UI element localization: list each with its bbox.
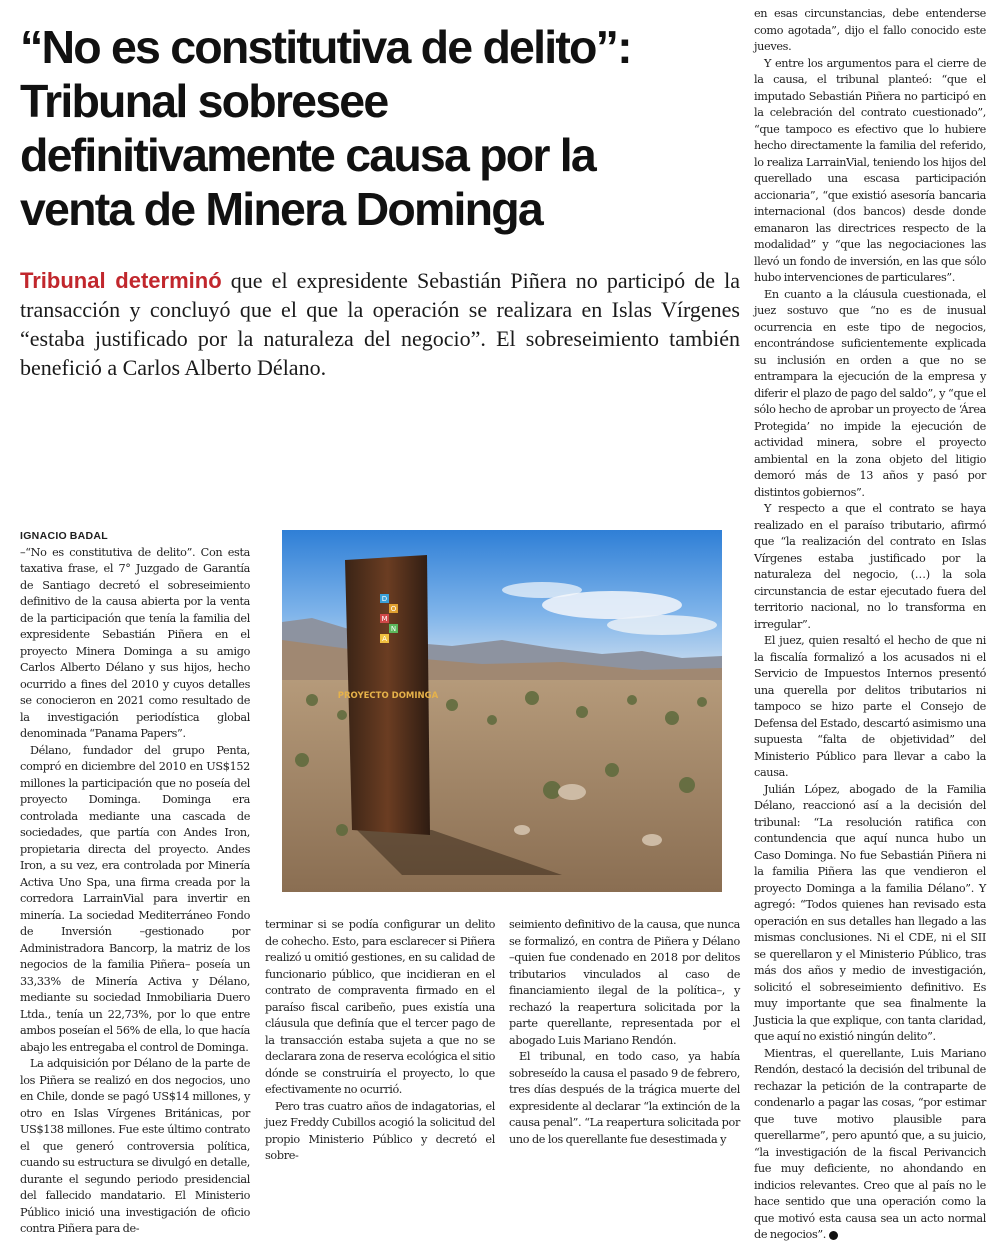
- article-column-2: [265, 917, 495, 1165]
- paragraph: Y entre los argumentos para el cierre de la causa, el tribunal planteó: “que el imputado Sebastián Piñera no participó en la celebración del contrato cuestionado”, “que tampoco es efectivo que lo hubiere hecho directamente la familia del referido, lo realiza LarrainVial, teniendo los hijos del querellado una escasa participación accionaria”, “que existió asesoría bancaria internacional (dos bancos) desde donde emanaron las directrices respecto de la modalidad” y “que las negociaciones las llevó un fondo de inversión, en las que sólo hubo intervenciones de particulares”.: [754, 56, 986, 284]
- paragraph: Julián López, abogado de la Familia Délano, reaccionó así a la decisión del tribunal: “La resolución ratifica con contundencia que aquí nunca hubo un Caso Dominga. No fue Sebastián Piñera ni la familia Piñera las que vendieron el proyecto Dominga a la familia Délano”. Y agregó: “Todos quienes han revisado esta operación en sus detalles han llegado a las mismas conclusiones. Ni el CDE, ni el SII se querellaron y el Ministerio Público, tras más dos años y medio de investigación, solicitó el sobreseimiento definitivo. Es muy importante que sea finalmente la Justicia la que explique, con tanta claridad, que aquí no existió ningún delito”.: [754, 782, 986, 1043]
- article-column-1: [20, 528, 250, 1238]
- lede: [20, 266, 740, 382]
- headline-line-3: definitivamente causa por la: [20, 129, 595, 181]
- headline: [20, 20, 740, 236]
- sign-text: PROYECTO DOMINGA: [337, 691, 439, 701]
- paragraph: Y respecto a que el contrato se haya realizado en el paraíso tributario, afirmó que “la realización del contrato en Islas Vírgenes estaba justificado por la naturaleza del negocio, (…) la sola circunstancia de estar ejecutado fuera del territorio nacional, no lo transforma en irregular”.: [754, 502, 986, 631]
- logo-letter: A: [382, 635, 387, 643]
- paragraph: –“No es constitutiva de delito”. Con esta taxativa frase, el 7° Juzgado de Garantía de Santiago decretó el sobreseimiento definitivo de la causa abierta por la venta de la participación que tenía la familia del expresidente Sebastián Piñera en el proyecto Minera Dominga a su amigo Carlos Alberto Délano y sus hijos, hecho ocurrido a fines del 2010 y cuyos detalles se conocieron en 2021 como resultado de la investigación periodística global denominada “Panama Papers”.: [20, 545, 250, 740]
- logo-letter: O: [390, 605, 397, 613]
- article-column-4: [754, 6, 986, 1244]
- end-of-article-icon: ●: [829, 1231, 838, 1240]
- lede-text: que el expresidente Sebastián Piñera no participó de la transacción y concluyó que el que la operación se realizara en Islas Vírgenes “estaba justificado por la naturaleza del negocio”. El sobreseimiento también benefició a Carlos Alberto Délano.: [20, 268, 740, 380]
- paragraph: En cuanto a la cláusula cuestionada, el juez sostuvo que “no es de inusual ocurrencia en este tipo de negocios, encontrándose suficientemente explicada su inclusión en orden a que no se entrampara la ejecución de la empresa y diferir el plazo de pago del saldo”, y “que el sólo hecho de aprobar un proyecto de ‘Área Protegida’ no impide la ejecución de actividad minera, sobre el proyecto ambiental en la zona objeto del litigio demoró más de 13 años y pasó por distintos gobiernos”.: [754, 287, 986, 499]
- paragraph: El juez, quien resaltó el hecho de que ni la fiscalía formalizó a los acusados ni el Servicio de Impuestos Internos presentó una querella por delitos tributarios ni tampoco se hizo parte el Consejo de Defensa del Estado, descartó asimismo una supuesta “falta de objetividad” del Ministerio Público para llevar a cabo la causa.: [754, 634, 986, 779]
- paragraph: El tribunal, en todo caso, ya había sobreseído la causa el pasado 9 de febrero, tres días después de la trágica muerte del expresidente al declarar “la extinción de la causa penal”. “La reapertura solicitada por uno de los querellante fue desestimada y: [509, 1050, 740, 1146]
- headline-line-4: venta de Minera Dominga: [20, 183, 542, 235]
- paragraph: La adquisición por Délano de la parte de los Piñera se realizó en dos negocios, uno en Chile, donde se pagó US$14 millones, y otro en Islas Vírgenes Británicas, por US$138 millones. Fue este último contrato el que generó controversia política, cuando su estructura se divulgó en detalle, durante el segundo periodo presidencial del fallecido mandatario. El Ministerio Público inició una investigación de oficio contra Piñera para de-: [20, 1057, 250, 1235]
- article-column-3: [509, 917, 740, 1148]
- cloud: [502, 582, 582, 598]
- cloud: [607, 615, 717, 635]
- paragraph: en esas circunstancias, debe entenderse como agotada”, dijo el fallo conocido este jueves.: [754, 7, 986, 53]
- logo-letter: M: [381, 615, 388, 623]
- paragraph: Délano, fundador del grupo Penta, compró en diciembre del 2010 en US$152 millones la participación que no poseía del proyecto Dominga. Dominga era controlada mediante una cascada de sociedades, que partía con Andes Iron, propietaria directa del proyecto. Andes Iron, a su vez, era controlada por Minería Activa Uno Spa, una firma creada por la corredora LarrainVial para invertir en minería. La sociedad Mediterráneo Fondo de Inversión –gestionado por Administradora Bancorp, la matriz de los negocios de la familia Piñera– poseía un 33,33% de Minería Activa y Délano, mediante su sociedad Inmobiliaria Duero Ltda., tenía un 22,73%, por lo que entre ambos poseían el 56% de ella, lo que hacía abajo les entregaba el control de Dominga.: [20, 743, 250, 1054]
- article-photo: [282, 530, 722, 892]
- final-text: Mientras, el querellante, Luis Mariano Rendón, destacó la decisión del tribunal de rechazar la petición de la contraparte de condenarlo a pagar las cosas, “por estimar que tuve motivo plausible para querellarme”, pero apuntó que, a su juicio, “la investigación de la fiscal Perivancich fue muy deficiente, no ahondando en indicios relevantes. Creo que al país no le hace sentido que una operación como la que motivó esta causa sea un acto normal de negocios”.: [754, 1046, 986, 1241]
- paragraph: seimiento definitivo de la causa, que nunca se formalizó, en contra de Piñera y Délano –quien fue condenado en 2018 por delitos tributarios vinculados al caso de financiamiento ilegal de la política–, y rechazó la reapertura solicitada por la parte querellante, representada por el abogado Luis Mariano Rendón.: [509, 918, 740, 1047]
- paragraph: Pero tras cuatro años de indagatorias, el juez Freddy Cubillos acogió la solicitud del propio Ministerio Público y decretó el sobre-: [265, 1099, 495, 1162]
- headline-line-2: Tribunal sobresee: [20, 75, 388, 127]
- lede-lead-in: Tribunal determinó: [20, 268, 222, 293]
- logo-letter: N: [390, 625, 397, 633]
- paragraph-final: [754, 1046, 986, 1244]
- headline-line-1: “No es constitutiva de delito”:: [20, 21, 631, 73]
- logo-letter: D: [381, 595, 388, 603]
- byline: IGNACIO BADAL: [20, 530, 108, 542]
- paragraph: terminar si se podía configurar un delito de cohecho. Esto, para esclarecer si Piñera realizó u omitió gestiones, en su calidad de funcionario público, que incidieran en el contrato de compraventa firmado en el paraíso fiscal caribeño, pues existía una cláusula que definía que el tercer pago de la transacción estaba sujeta a que no se declarara zona de reserva ecológica el sitio dónde se construiría el proyecto, lo que efectivamente no ocurrió.: [265, 918, 495, 1096]
